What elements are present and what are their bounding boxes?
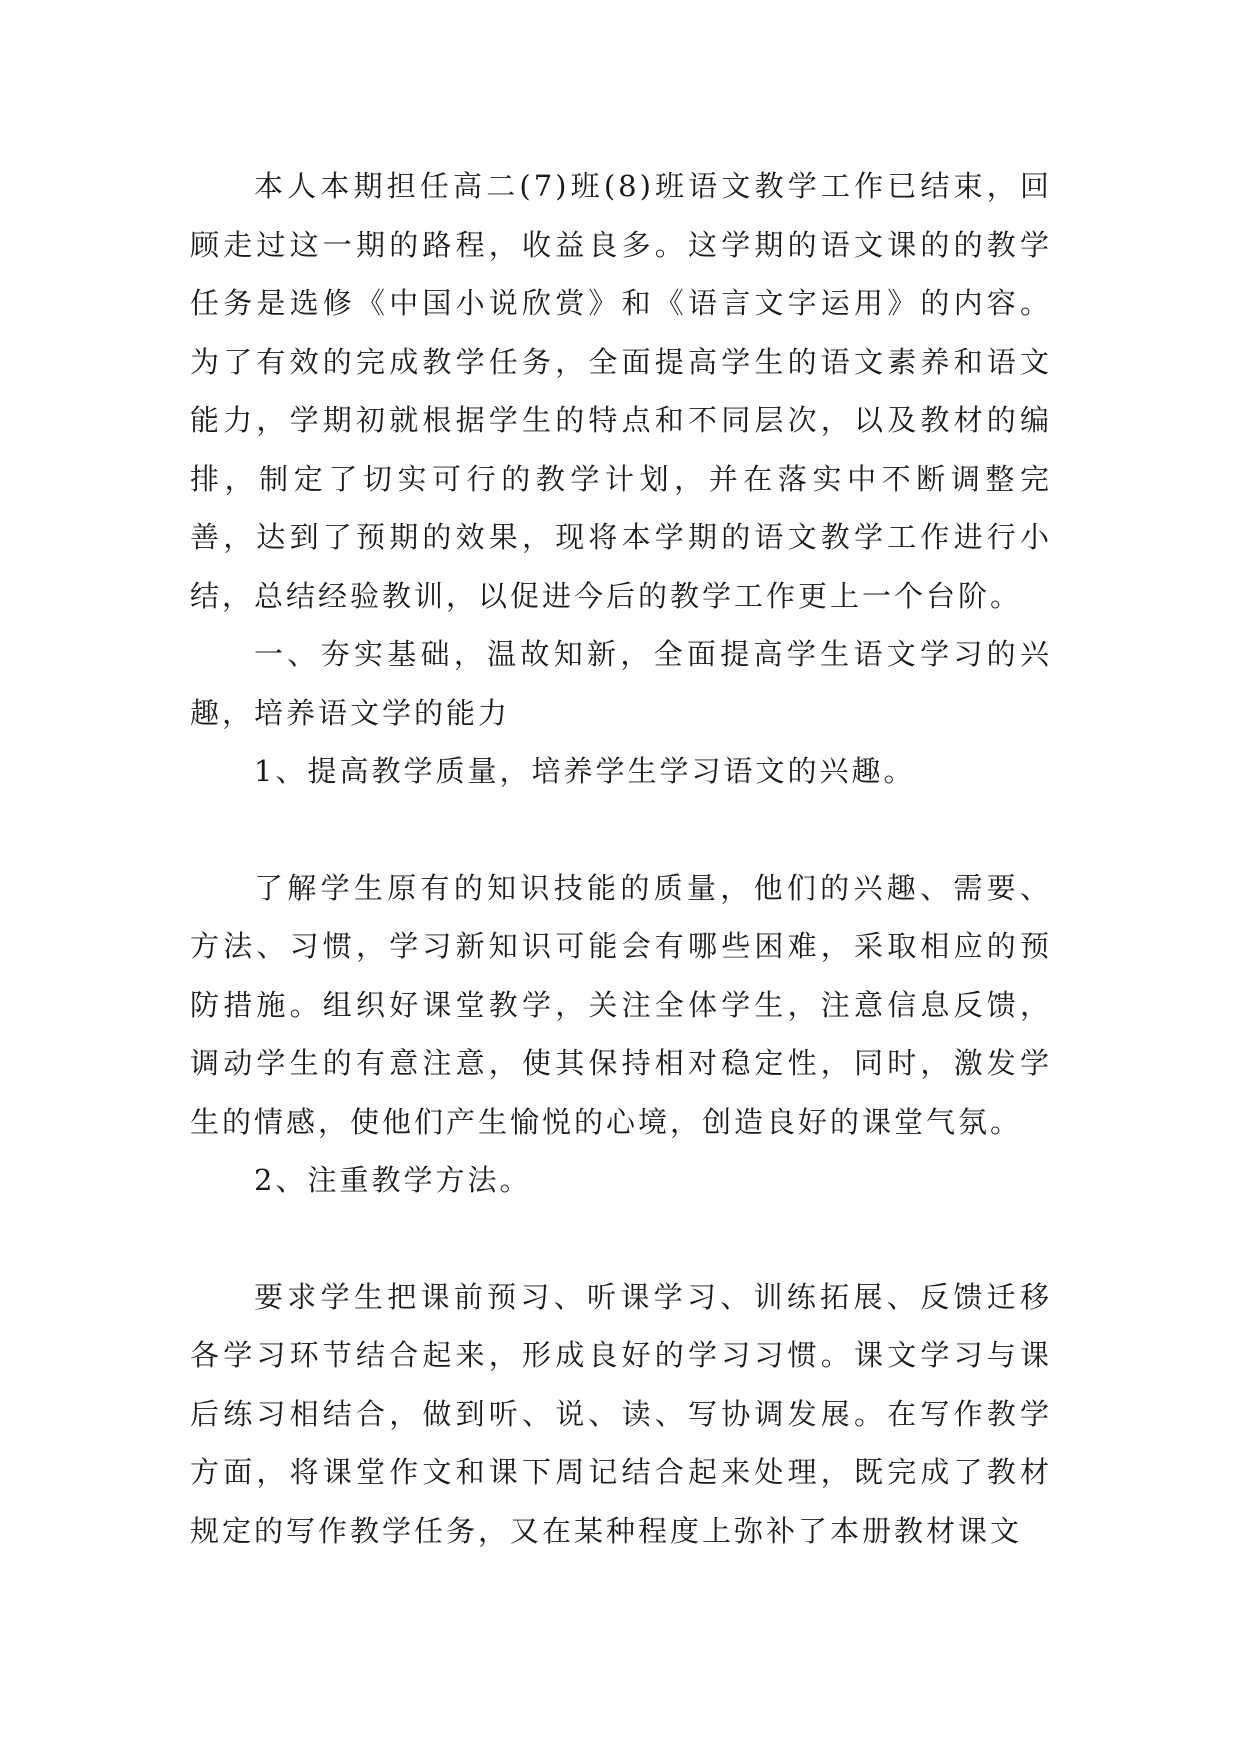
- paragraph-students: 了解学生原有的知识技能的质量，他们的兴趣、需要、方法、习惯，学习新知识可能会有哪些困难，采取相应的预防措施。组织好课堂教学，关注全体学生，注意信息反馈，调动学生的有意注意，使其保持相对稳定性，同时，激发学生的情感，使他们产生愉悦的心境，创造良好的课堂气氛。: [190, 870, 1052, 1139]
- section-heading-1: 一、夯实基础，温故知新，全面提高学生语文学习的兴趣，培养语文学的能力: [190, 637, 1052, 730]
- subheading-1: 1、提高教学质量，培养学生学习语文的兴趣。: [254, 754, 916, 788]
- blank-line: [190, 801, 1052, 859]
- paragraph-methods: 要求学生把课前预习、听课学习、训练拓展、反馈迁移各学习环节结合起来，形成良好的学习习惯。课文学习与课后练习相结合，做到听、说、读、写协调发展。在写作教学方面，将课堂作文和课下周记结合起来处理，既完成了教材规定的写作教学任务，又在某种程度上弥补了本册教材课文: [190, 1279, 1052, 1548]
- document-body: [190, 157, 1052, 1560]
- subheading-2: 2、注重教学方法。: [254, 1163, 532, 1197]
- blank-line: [190, 1210, 1052, 1268]
- paragraph-intro: 本人本期担任高二(7)班(8)班语文教学工作已结束，回顾走过这一期的路程，收益良多。这学期的语文课的的教学任务是选修《中国小说欣赏》和《语言文字运用》的内容。为了有效的完成教学任务，全面提高学生的语文素养和语文能力，学期初就根据学生的特点和不同层次，以及教材的编排，制定了切实可行的教学计划，并在落实中不断调整完善，达到了预期的效果，现将本学期的语文教学工作进行小结，总结经验教训，以促进今后的教学工作更上一个台阶。: [190, 169, 1052, 613]
